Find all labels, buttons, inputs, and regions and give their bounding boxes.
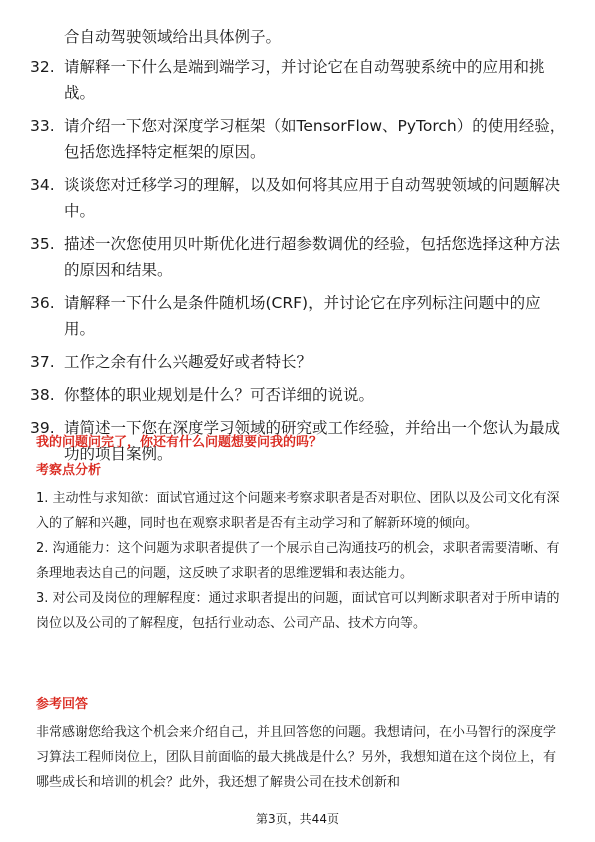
question-text: 描述一次您使用贝叶斯优化进行超参数调优的经验，包括您选择这种方法的原因和结果。 <box>64 235 561 279</box>
question-text: 谈谈您对迁移学习的理解，以及如何将其应用于自动驾驶领域的问题解决中。 <box>64 176 561 220</box>
question-item <box>30 290 570 342</box>
question-item <box>30 113 570 165</box>
reference-answer-text: 非常感谢您给我这个机会来介绍自己，并且回答您的问题。我想请问，在小马智行的深度学习算法工程师岗位上，团队目前面临的最大挑战是什么？另外，我想知道在这个岗位上，有哪些成长和培训的机会？此外，我还想了解贵公司在技术创新和 <box>36 725 557 790</box>
analysis-point: 1. 主动性与求知欲：面试官通过这个问题来考察求职者是否对职位、团队以及公司文化有深入的了解和兴趣，同时也在观察求职者是否有主动学习和了解新环境的倾向。 <box>36 491 560 531</box>
question-text: 请介绍一下您对深度学习框架（如TensorFlow、PyTorch）的使用经验，包括您选择特定框架的原因。 <box>64 117 566 161</box>
question-number: 34. <box>30 176 55 194</box>
question-text: 请简述一下您在深度学习领域的研究或工作经验，并给出一个您认为最成功的项目案例。 <box>64 419 561 463</box>
page-footer: 第3页，共44页 <box>256 812 339 826</box>
question-text: 工作之余有什么兴趣爱好或者特长？ <box>64 353 313 371</box>
analysis-points <box>36 486 560 636</box>
question-continuation: 合自动驾驶领域给出具体例子。 <box>64 28 282 46</box>
analysis-point: 2. 沟通能力：这个问题为求职者提供了一个展示自己沟通技巧的机会，求职者需要清晰、有条理地表达自己的问题，这反映了求职者的思维逻辑和表达能力。 <box>36 541 560 581</box>
question-number: 33. <box>30 117 55 135</box>
question-item <box>30 54 570 106</box>
question-item <box>30 172 570 224</box>
question-text: 请解释一下什么是端到端学习，并讨论它在自动驾驶系统中的应用和挑战。 <box>64 58 545 102</box>
question-number: 36. <box>30 294 55 312</box>
question-text: 你整体的职业规划是什么？可否详细的说说。 <box>64 386 375 404</box>
reference-heading: 参考回答 <box>36 697 89 712</box>
analysis-heading: 考察点分析 <box>36 463 102 478</box>
question-item <box>30 231 570 283</box>
question-item <box>30 382 570 408</box>
question-number: 39. <box>30 419 55 437</box>
question-number: 38. <box>30 386 55 404</box>
question-list <box>30 54 570 474</box>
question-text: 请解释一下什么是条件随机场(CRF)，并讨论它在序列标注问题中的应用。 <box>64 294 541 338</box>
question-number: 35. <box>30 235 55 253</box>
question-number: 37. <box>30 353 55 371</box>
analysis-point: 3. 对公司及岗位的理解程度：通过求职者提出的问题，面试官可以判断求职者对于所申请的岗位以及公司的了解程度，包括行业动态、公司产品、技术方向等。 <box>36 591 560 631</box>
reference-answer <box>36 720 560 795</box>
question-item <box>30 349 570 375</box>
question-number: 32. <box>30 58 55 76</box>
final-question-heading: 我的问题问完了，你还有什么问题想要问我的吗？ <box>36 435 323 450</box>
